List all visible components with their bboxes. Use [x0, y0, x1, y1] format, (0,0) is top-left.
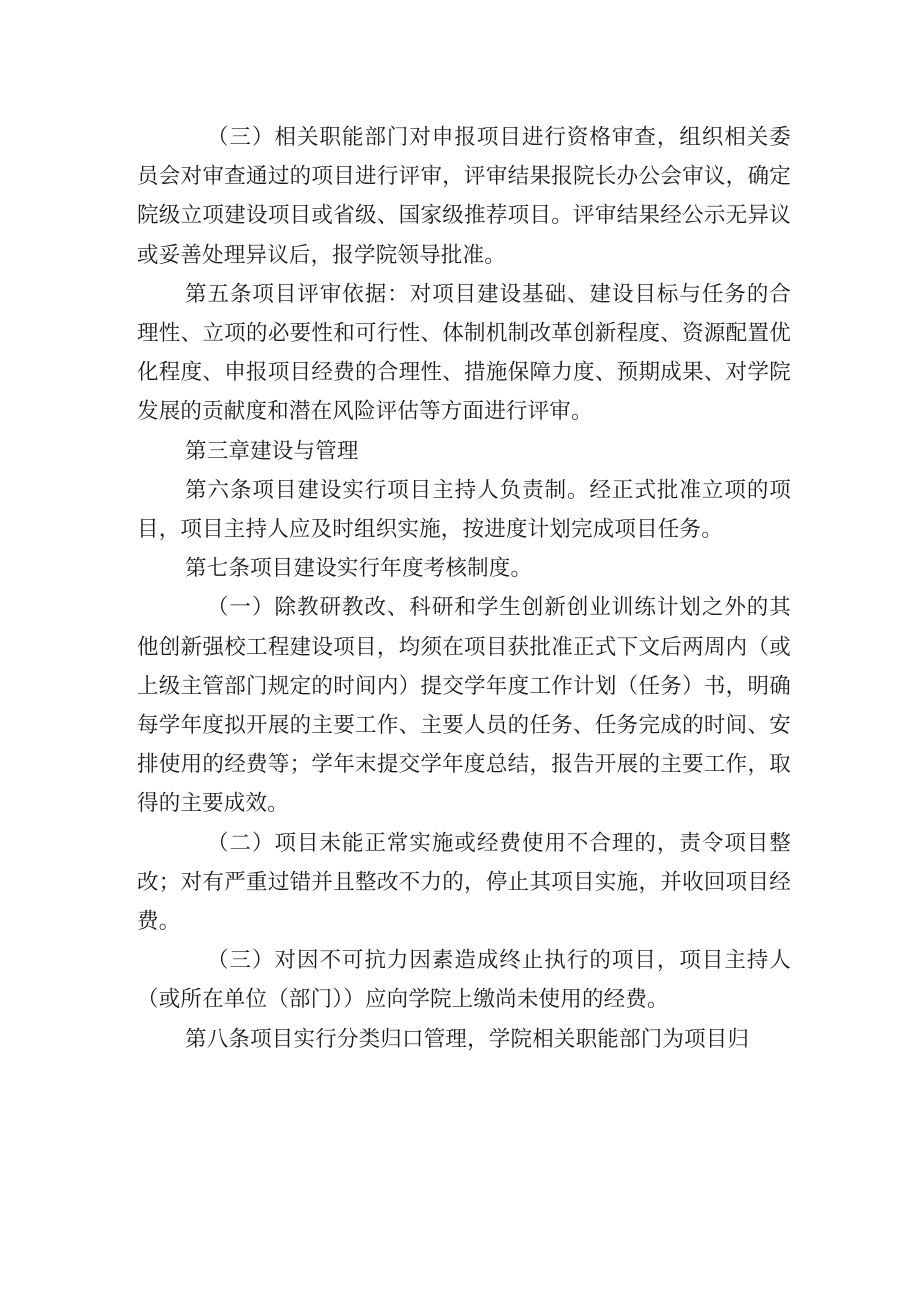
- paragraph-article-7-item-2: （二）项目未能正常实施或经费使用不合理的，责令项目整改；对有严重过错并且整改不力的，停止其项目实施，并收回项目经费。: [137, 830, 791, 935]
- paragraph-article-7-item-1: （一）除教研教改、科研和学生创新创业训练计划之外的其他创新强校工程建设项目，均须在项目获批准正式下文后两周内（或上级主管部门规定的时间内）提交学年度工作计划（任务）书，明确每学年度拟开展的主要工作、主要人员的任务、任务完成的时间、安排使用的经费等；学年末提交学年度总结，报告开展的主要工作，取得的主要成效。: [137, 595, 791, 817]
- document-body: [137, 118, 791, 1059]
- paragraph-article-7-item-3: （三）对因不可抗力因素造成终止执行的项目，项目主持人（或所在单位（部门））应向学院上缴尚未使用的经费。: [137, 948, 791, 1013]
- paragraph-article-5: 第五条项目评审依据：对项目建设基础、建设目标与任务的合理性、立项的必要性和可行性、体制机制改革创新程度、资源配置优化程度、申报项目经费的合理性、措施保障力度、预期成果、对学院发展的贡献度和潜在风险评估等方面进行评审。: [137, 281, 791, 425]
- paragraph-qualification-review: （三）相关职能部门对申报项目进行资格审查，组织相关委员会对审查通过的项目进行评审，评审结果报院长办公会审议，确定院级立项建设项目或省级、国家级推荐项目。评审结果经公示无异议或妥善处理异议后，报学院领导批准。: [137, 125, 791, 268]
- chapter-3-heading: 第三章建设与管理: [185, 438, 359, 464]
- paragraph-article-7: 第七条项目建设实行年度考核制度。: [185, 556, 533, 582]
- paragraph-article-8: 第八条项目实行分类归口管理，学院相关职能部门为项目归: [185, 1026, 750, 1052]
- paragraph-article-6: 第六条项目建设实行项目主持人负责制。经正式批准立项的项目，项目主持人应及时组织实施，按进度计划完成项目任务。: [137, 477, 791, 543]
